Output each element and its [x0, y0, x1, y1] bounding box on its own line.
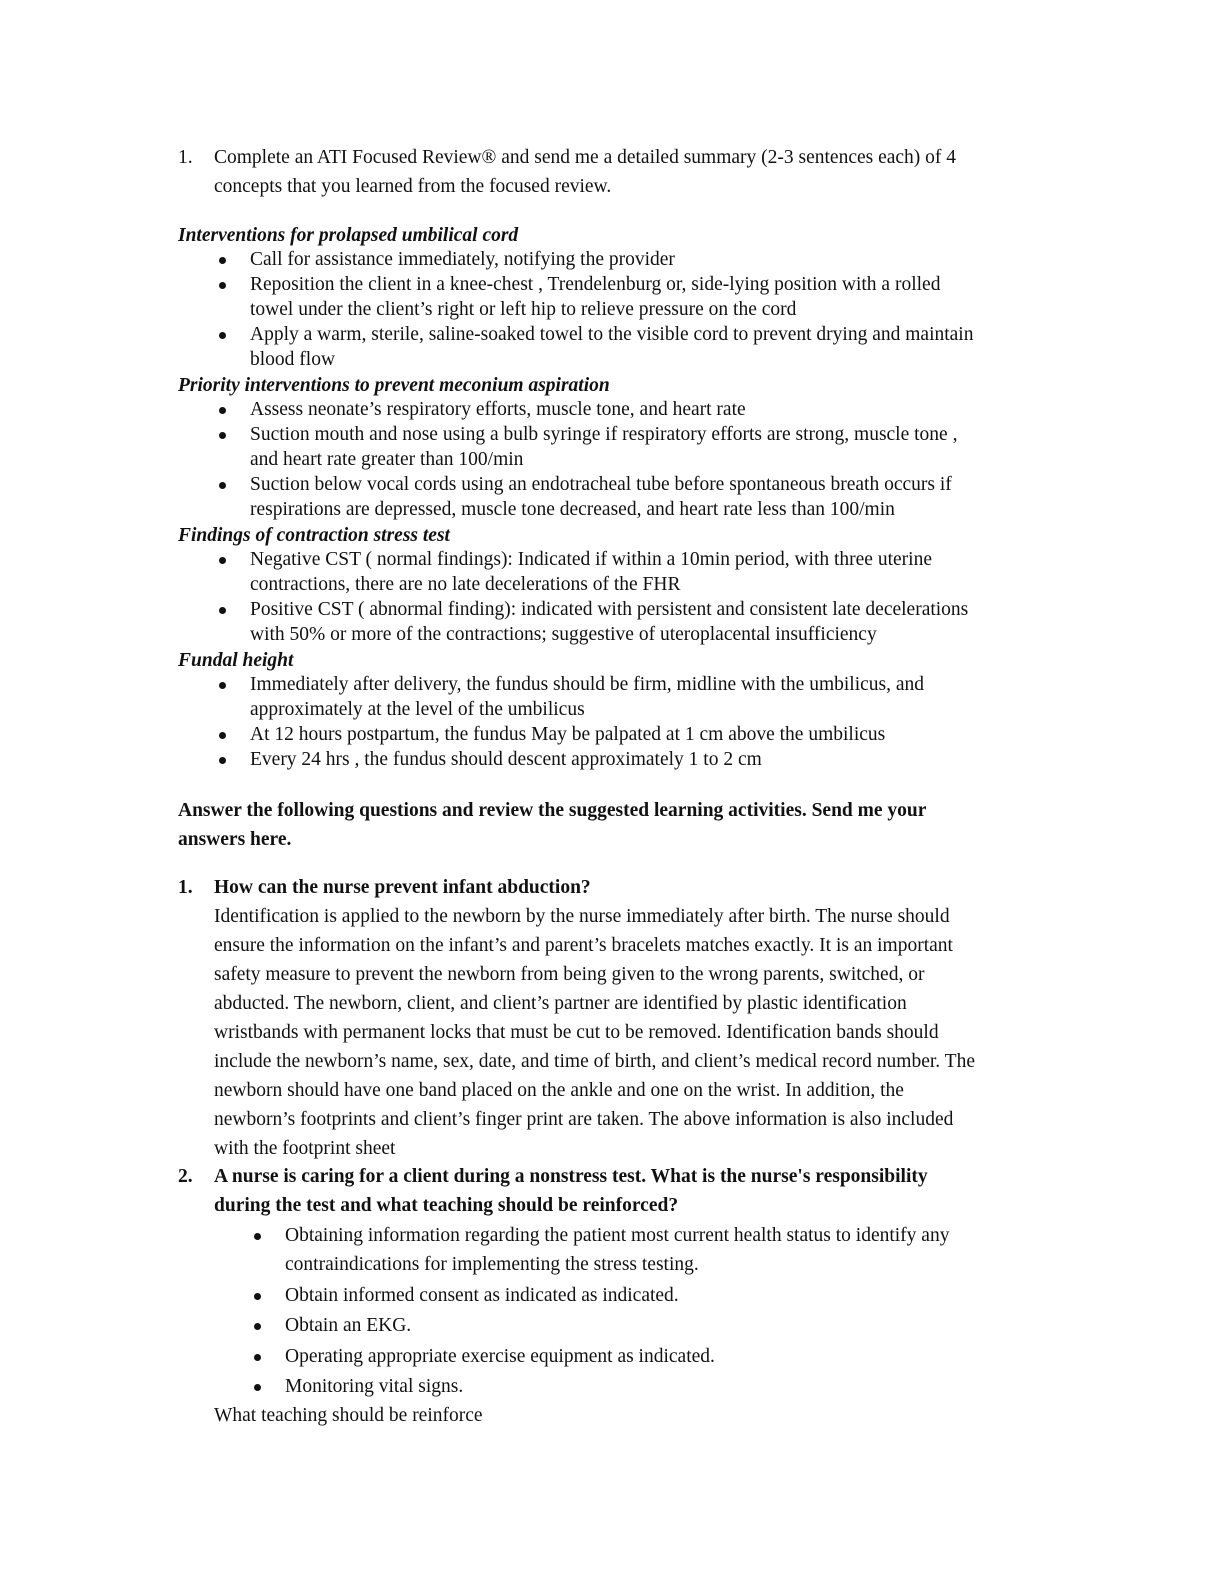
bullet-dot-icon [219, 757, 226, 764]
bullet-line: Every 24 hrs , the fundus should descent approximately 1 to 2 cm [250, 749, 762, 770]
bullet-line: contraindications for implementing the stress testing. [285, 1254, 699, 1275]
bullet-dot-icon [219, 607, 226, 614]
bullet-dot-icon [219, 557, 226, 564]
bullet-dot-icon [219, 732, 226, 739]
section-heading: Priority interventions to prevent meconium aspiration [178, 375, 610, 396]
bullet-line: respirations are depressed, muscle tone decreased, and heart rate less than 100/min [250, 499, 895, 520]
bullet-line: approximately at the level of the umbilicus [250, 699, 585, 720]
section-heading: Findings of contraction stress test [178, 525, 450, 546]
intro-line: Complete an ATI Focused Review® and send me a detailed summary (2-3 sentences each) of 4 [214, 147, 957, 168]
question-number: 1. [178, 877, 193, 898]
instructions-line: answers here. [178, 829, 292, 850]
bullet-dot-icon [254, 1354, 261, 1361]
bullet-line: Negative CST ( normal findings): Indicated if within a 10min period, with three uterine [250, 549, 932, 570]
bullet-line: Obtain informed consent as indicated as indicated. [285, 1285, 679, 1306]
bullet-line: Obtain an EKG. [285, 1315, 412, 1336]
answer-line: ensure the information on the infant’s and parent’s bracelets matches exactly. It is an important [214, 935, 953, 956]
bullet-line: Assess neonate’s respiratory efforts, muscle tone, and heart rate [250, 399, 746, 420]
bullet-dot-icon [254, 1233, 261, 1240]
bullet-dot-icon [219, 257, 226, 264]
bullet-line: Positive CST ( abnormal finding): indicated with persistent and consistent late decelerations [250, 599, 969, 620]
bullet-line: Operating appropriate exercise equipment as indicated. [285, 1346, 715, 1367]
bullet-line: Monitoring vital signs. [285, 1376, 464, 1397]
bullet-dot-icon [219, 682, 226, 689]
bullet-line: Apply a warm, sterile, saline-soaked towel to the visible cord to prevent drying and maintain [250, 324, 974, 345]
bullet-line: blood flow [250, 349, 336, 370]
bullet-dot-icon [219, 432, 226, 439]
section-heading: Interventions for prolapsed umbilical cord [178, 225, 519, 246]
question-text: during the test and what teaching should be reinforced? [214, 1195, 679, 1216]
bullet-line: with 50% or more of the contractions; suggestive of uteroplacental insufficiency [250, 624, 877, 645]
question-number: 2. [178, 1166, 193, 1187]
answer-line: abducted. The newborn, client, and client’s partner are identified by plastic identification [214, 993, 907, 1014]
answer-line: wristbands with permanent locks that must be cut to be removed. Identification bands should [214, 1022, 939, 1043]
bullet-line: contractions, there are no late decelerations of the FHR [250, 574, 681, 595]
bullet-dot-icon [219, 407, 226, 414]
bullet-line: Suction mouth and nose using a bulb syringe if respiratory efforts are strong, muscle tone , [250, 424, 958, 445]
bullet-line: Immediately after delivery, the fundus should be firm, midline with the umbilicus, and [250, 674, 925, 695]
bullet-line: Reposition the client in a knee-chest , Trendelenburg or, side-lying position with a rolled [250, 274, 941, 295]
answer-line: Identification is applied to the newborn by the nurse immediately after birth. The nurse should [214, 906, 950, 927]
trailing-line: What teaching should be reinforce [214, 1405, 483, 1426]
bullet-dot-icon [254, 1323, 261, 1330]
instructions-line: Answer the following questions and review the suggested learning activities. Send me your [178, 800, 927, 821]
intro-line: concepts that you learned from the focused review. [214, 176, 612, 197]
bullet-line: At 12 hours postpartum, the fundus May be palpated at 1 cm above the umbilicus [250, 724, 886, 745]
bullet-line: towel under the client’s right or left hip to relieve pressure on the cord [250, 299, 797, 320]
bullet-dot-icon [219, 282, 226, 289]
answer-line: safety measure to prevent the newborn from being given to the wrong parents, switched, or [214, 964, 925, 985]
bullet-dot-icon [219, 482, 226, 489]
bullet-line: Call for assistance immediately, notifying the provider [250, 249, 675, 270]
bullet-dot-icon [254, 1384, 261, 1391]
intro-number: 1. [178, 147, 193, 168]
question-text: How can the nurse prevent infant abduction? [214, 877, 591, 898]
bullet-line: and heart rate greater than 100/min [250, 449, 524, 470]
section-heading: Fundal height [178, 650, 294, 671]
question-text: A nurse is caring for a client during a nonstress test. What is the nurse's responsibility [214, 1166, 928, 1187]
bullet-line: Suction below vocal cords using an endotracheal tube before spontaneous breath occurs if [250, 474, 952, 495]
answer-line: newborn’s footprints and client’s finger print are taken. The above information is also included [214, 1109, 954, 1130]
bullet-dot-icon [219, 332, 226, 339]
answer-line: with the footprint sheet [214, 1138, 396, 1159]
bullet-dot-icon [254, 1293, 261, 1300]
bullet-line: Obtaining information regarding the patient most current health status to identify any [285, 1225, 950, 1246]
answer-line: newborn should have one band placed on the ankle and one on the wrist. In addition, the [214, 1080, 904, 1101]
answer-line: include the newborn’s name, sex, date, and time of birth, and client’s medical record number. The [214, 1051, 975, 1072]
